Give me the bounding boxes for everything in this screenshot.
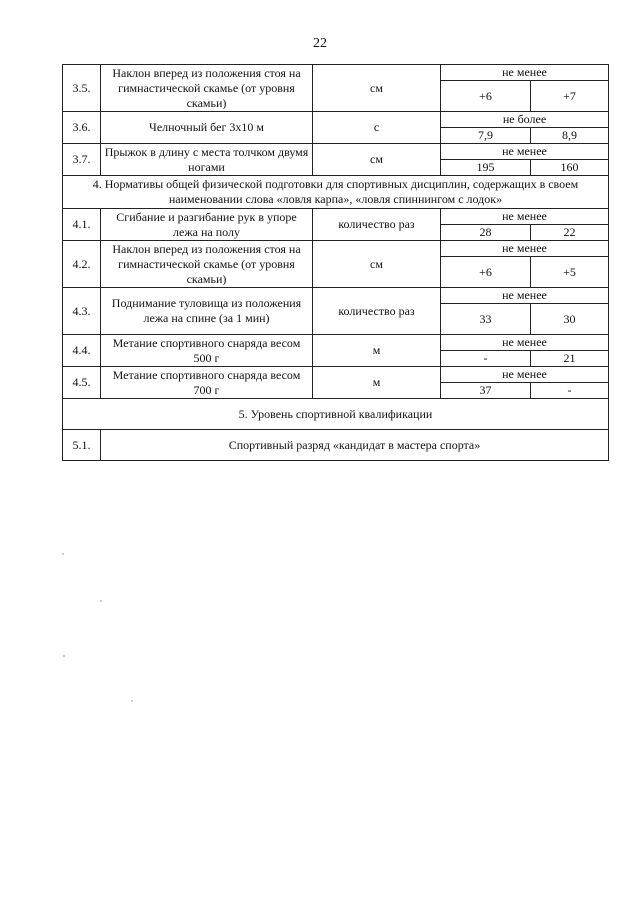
condition: не менее: [441, 367, 609, 383]
row-number: 4.1.: [63, 209, 101, 241]
row-number: 3.7.: [63, 144, 101, 176]
value-2: +7: [531, 81, 609, 112]
section-title: 5. Уровень спортивной квалификации: [63, 399, 609, 430]
exercise-name: Метание спортивного снаряда весом 500 г: [101, 335, 313, 367]
value-2: 21: [531, 351, 609, 367]
unit: см: [313, 241, 441, 288]
value-2: 8,9: [531, 128, 609, 144]
unit: см: [313, 65, 441, 112]
exercise-name: Наклон вперед из положения стоя на гимнастической скамье (от уровня скамьи): [101, 65, 313, 112]
scan-speck: [63, 655, 65, 657]
unit: количество раз: [313, 288, 441, 335]
table-row: [63, 430, 609, 461]
section-title: 4. Нормативы общей физической подготовки для спортивных дисциплин, содержащих в своем наименовании слова «ловля карпа», «ловля спиннингом с лодок»: [63, 176, 609, 209]
exercise-name: Сгибание и разгибание рук в упоре лежа на полу: [101, 209, 313, 241]
table-row: [63, 335, 609, 351]
condition: не менее: [441, 65, 609, 81]
condition: не менее: [441, 209, 609, 225]
table-row: [63, 144, 609, 160]
row-number: 4.4.: [63, 335, 101, 367]
row-number: 3.5.: [63, 65, 101, 112]
value-2: 160: [531, 160, 609, 176]
exercise-name: Наклон вперед из положения стоя на гимнастической скамье (от уровня скамьи): [101, 241, 313, 288]
row-number: 5.1.: [63, 430, 101, 461]
row-number: 4.2.: [63, 241, 101, 288]
table-row: [63, 288, 609, 304]
row-number: 4.5.: [63, 367, 101, 399]
value-1: 7,9: [441, 128, 531, 144]
unit: количество раз: [313, 209, 441, 241]
condition: не более: [441, 112, 609, 128]
value-1: +6: [441, 81, 531, 112]
standards-table: [62, 64, 609, 461]
unit: м: [313, 367, 441, 399]
value-1: 28: [441, 225, 531, 241]
table-row: [63, 209, 609, 225]
page-number: 22: [313, 36, 327, 51]
scan-speck: [100, 600, 102, 602]
value-1: 195: [441, 160, 531, 176]
value-2: +5: [531, 257, 609, 288]
table-row: [63, 112, 609, 128]
exercise-name: Метание спортивного снаряда весом 700 г: [101, 367, 313, 399]
condition: не менее: [441, 288, 609, 304]
table-row: [63, 65, 609, 81]
exercise-name: Прыжок в длину с места толчком двумя ногами: [101, 144, 313, 176]
section-row: [63, 399, 609, 430]
value-2: 30: [531, 304, 609, 335]
condition: не менее: [441, 335, 609, 351]
value-1: 37: [441, 383, 531, 399]
row-number: 4.3.: [63, 288, 101, 335]
exercise-name: Поднимание туловища из положения лежа на спине (за 1 мин): [101, 288, 313, 335]
value-1: +6: [441, 257, 531, 288]
value-1: -: [441, 351, 531, 367]
scan-speck: [62, 553, 64, 555]
unit: с: [313, 112, 441, 144]
unit: см: [313, 144, 441, 176]
section-row: [63, 176, 609, 209]
condition: не менее: [441, 144, 609, 160]
row-number: 3.6.: [63, 112, 101, 144]
table-row: [63, 241, 609, 257]
exercise-name: Челночный бег 3х10 м: [101, 112, 313, 144]
value-2: 22: [531, 225, 609, 241]
exercise-name: Спортивный разряд «кандидат в мастера спорта»: [101, 430, 609, 461]
condition: не менее: [441, 241, 609, 257]
unit: м: [313, 335, 441, 367]
value-2: -: [531, 383, 609, 399]
scan-speck: [131, 700, 133, 702]
value-1: 33: [441, 304, 531, 335]
table-row: [63, 367, 609, 383]
